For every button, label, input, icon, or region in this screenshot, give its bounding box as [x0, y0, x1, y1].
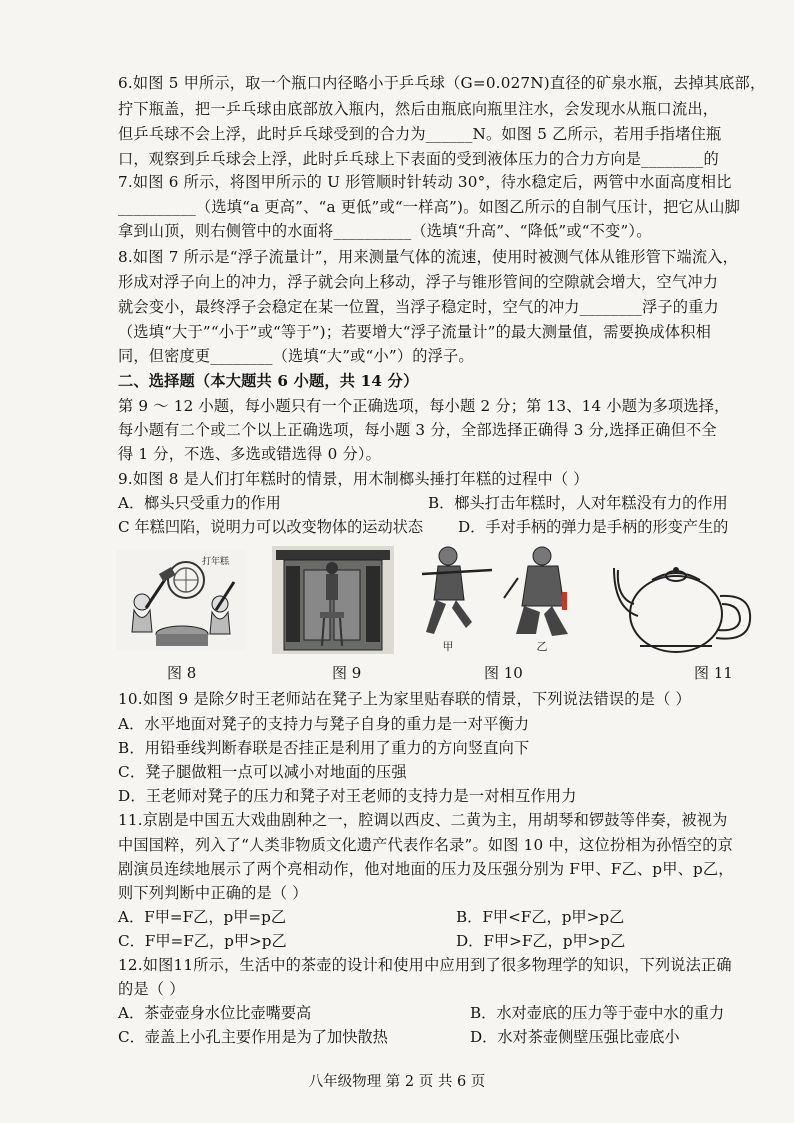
q10-option-a: A．水平地面对凳子的支持力与凳子自身的重力是一对平衡力	[118, 715, 530, 733]
figure-8-illustration	[116, 550, 246, 650]
q7-line3: 拿到山顶，则右侧管中的水面将__________（选填“升高”、“降低”或“不变”）。	[118, 222, 652, 240]
q11-option-a: A．F甲=F乙，p甲=p乙	[118, 908, 287, 926]
q7-line2: __________（选填“a 更高”、“a 更低”或“一样高”)。如图乙所示的自制气压计，把它从山脚	[118, 198, 741, 216]
section2-title: 二、选择题（本大题共 6 小题，共 14 分）	[118, 372, 419, 390]
section2-line3: 得 1 分，不选、多选或错选得 0 分）。	[118, 445, 382, 463]
section2-line2: 每小题有二个或二个以上正确选项，每小题 3 分，全部选择正确得 3 分,选择正确但不全	[118, 421, 717, 439]
q6-line4: 口，观察到乒乓球会上浮，此时乒乓球上下表面的受到液体压力的合力方向是________的	[118, 150, 719, 168]
q9-option-a: A．榔头只受重力的作用	[118, 494, 281, 512]
figure-9-illustration	[272, 546, 394, 654]
q10-option-c: C．凳子腿做粗一点可以减小对地面的压强	[118, 763, 407, 781]
figure-8-caption: 图 8	[167, 664, 197, 682]
q12-option-d: D．水对茶壶侧壁压强比壶底小	[470, 1028, 680, 1046]
q7-line1: 7.如图 6 所示，将图甲所示的 U 形管顺时针转动 30°，待水稳定后，两管中水面高度相比	[118, 173, 732, 191]
q6-line3: 但乒乓球不会上浮，此时乒乓球受到的合力为______N。如图 5 乙所示，若用手指堵住瓶	[118, 125, 722, 143]
q9-option-c: C 年糕凹陷，说明力可以改变物体的运动状态	[118, 518, 424, 536]
q12-option-b: B．水对壶底的压力等于壶中水的重力	[470, 1004, 725, 1022]
q9-stem: 9.如图 8 是人们打年糕时的情景，用木制榔头捶打年糕的过程中（ ）	[118, 470, 589, 488]
q12-option-c: C．壶盖上小孔主要作用是为了加快散热	[118, 1028, 388, 1046]
q6-line1: 6.如图 5 甲所示，取一个瓶口内径略小于乒乓球（G=0.027N)直径的矿泉水瓶，去掉其底部，	[118, 74, 766, 92]
figure-10-label-yi: 乙	[536, 640, 548, 653]
q9-option-b: B．榔头打击年糕时，人对年糕没有力的作用	[428, 494, 728, 512]
q8-line3: 就会变小，最终浮子会稳定在某一位置，当浮子稳定时，空气的冲力________浮子的重力	[118, 298, 719, 316]
figure-8-inner-label: 打年糕	[202, 557, 230, 567]
q11-option-d: D．F甲>F乙，p甲>p乙	[456, 932, 626, 950]
q11-line2: 中国国粹，列入了“人类非物质文化遗产代表作名录”。如图 10 中，这位扮相为孙悟空的京	[118, 836, 734, 854]
q11-line3: 剧演员连续地展示了两个亮相动作，他对地面的压力及压强分别为 F甲、F乙、p甲、p乙，	[118, 860, 734, 878]
q10-option-b: B．用铅垂线判断春联是否挂正是利用了重力的方向竖直向下	[118, 739, 530, 757]
q10-option-d: D．王老师对凳子的压力和凳子对王老师的支持力是一对相互作用力	[118, 787, 577, 805]
section2-line1: 第 9 ～ 12 小题，每小题只有一个正确选项，每小题 2 分；第 13、14 小题为多项选择，	[118, 397, 730, 415]
figure-11-illustration	[612, 548, 762, 656]
q12-line2: 的是（ ）	[118, 980, 185, 998]
page-footer: 八年级物理 第 2 页 共 6 页	[308, 1074, 486, 1090]
q11-line1: 11.京剧是中国五大戏曲剧种之一，腔调以西皮、二黄为主，用胡琴和锣鼓等伴奏，被视为	[118, 811, 728, 829]
q8-line2: 形成对浮子向上的冲力，浮子就会向上移动，浮子与锥形管间的空隙就会增大，空气冲力	[118, 273, 719, 291]
q11-option-c: C．F甲=F乙，p甲>p乙	[118, 932, 287, 950]
figure-11-caption: 图 11	[694, 664, 733, 682]
q12-option-a: A．茶壶壶身水位比壶嘴要高	[118, 1004, 312, 1022]
q12-line1: 12.如图11所示，生活中的茶壶的设计和使用中应用到了很多物理学的知识，下列说法正确	[118, 956, 732, 974]
q11-line4: 则下列判断中正确的是（ ）	[118, 884, 308, 902]
figure-10-label-jia: 甲	[442, 640, 454, 653]
q8-line4: （选填“大于”“小于”或“等于”)；若要增大“浮子流量计”的最大测量值，需要换成体积相	[118, 323, 712, 341]
q11-option-b: B．F甲<F乙，p甲>p乙	[456, 908, 625, 926]
figure-9-caption: 图 9	[332, 664, 362, 682]
q8-line5: 同，但密度更________（选填“大”或“小”）的浮子。	[118, 347, 474, 365]
q9-option-d: D．手对手柄的弹力是手柄的形变产生的	[458, 518, 729, 536]
q8-line1: 8.如图 7 所示是“浮子流量计”，用来测量气体的流速，使用时被测气体从锥形管下端流入，	[118, 248, 739, 266]
q6-line2: 拧下瓶盖，把一乒乓球由底部放入瓶内，然后由瓶底向瓶里注水，会发现水从瓶口流出，	[118, 100, 719, 118]
figure-10-caption: 图 10	[484, 664, 523, 682]
figure-10-pose-jia	[422, 547, 492, 634]
figure-10-pose-yi	[504, 547, 568, 636]
figure-10-illustration	[412, 542, 608, 654]
figures-row	[112, 542, 762, 682]
q10-stem: 10.如图 9 是除夕时王老师站在凳子上为家里贴春联的情景，下列说法错误的是（ ）	[118, 690, 691, 708]
